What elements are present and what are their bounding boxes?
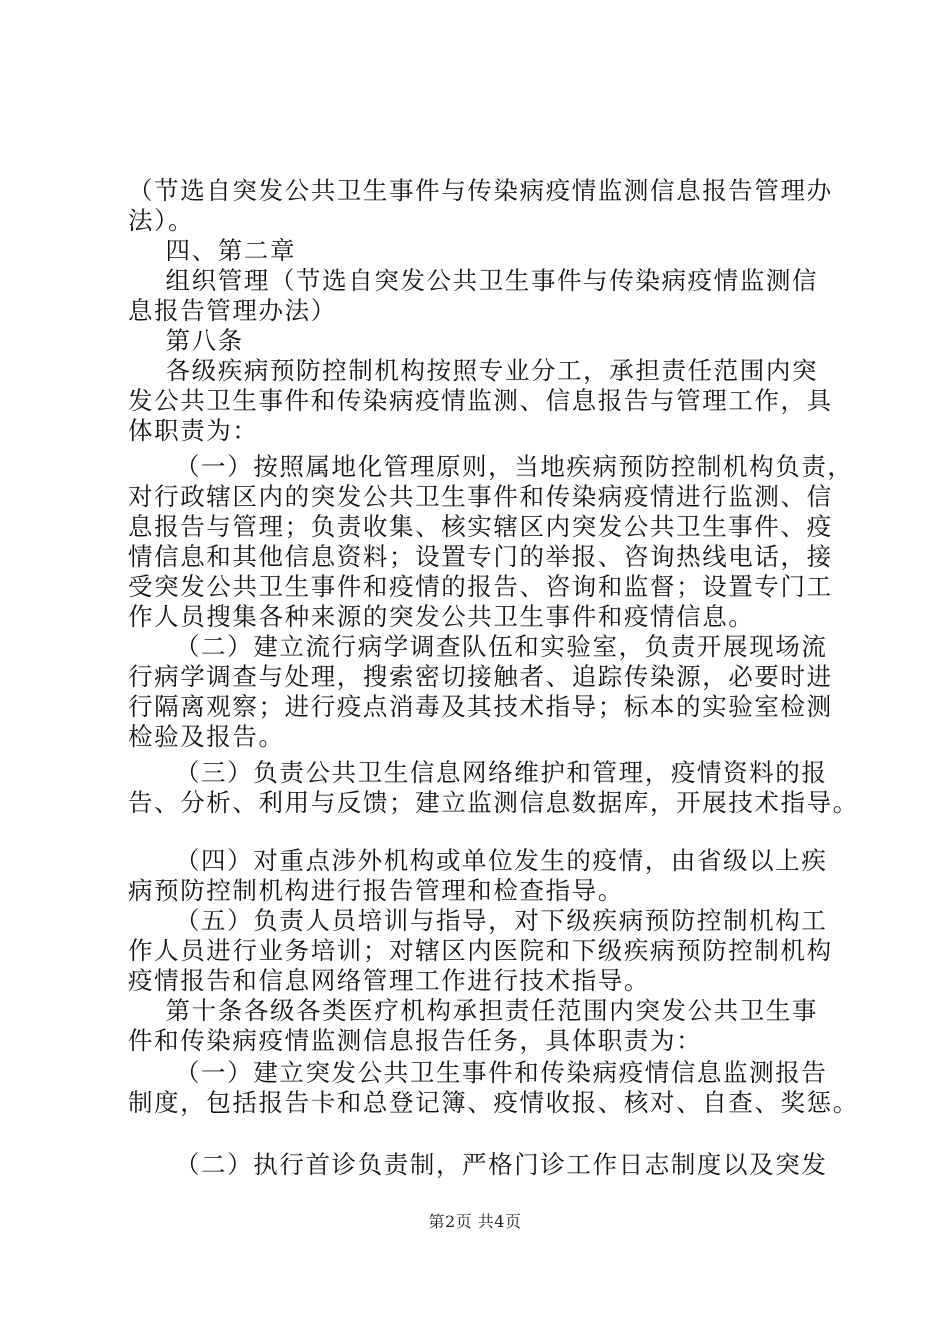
body-text-line: （五）负责人员培训与指导，对下级疾病预防控制机构工 — [128, 906, 828, 935]
body-text-line: 作人员进行业务培训；对辖区内医院和下级疾病预防控制机构 — [128, 936, 833, 965]
body-text-line: 检验及报告。 — [128, 722, 285, 751]
body-text-line: 制度，包括报告卡和总登记簿、疫情收报、核对、自查、奖惩。 — [128, 1088, 859, 1117]
body-text-line: 行病学调查与处理，搜索密切接触者、追踪传染源，必要时进 — [128, 662, 833, 691]
body-text-line: （四）对重点涉外机构或单位发生的疫情，由省级以上疾 — [128, 846, 828, 875]
body-text-line: 息报告管理办法） — [128, 296, 337, 325]
body-text-line: 作人员搜集各种来源的突发公共卫生事件和疫情信息。 — [128, 602, 755, 631]
body-text-line: 法）。 — [128, 206, 195, 235]
body-text-line: 情信息和其他信息资料；设置专门的举报、咨询热线电话，接 — [128, 542, 833, 571]
body-text-line: （二）建立流行病学调查队伍和实验室，负责开展现场流 — [128, 632, 828, 661]
section-heading: 四、第二章 — [128, 236, 297, 265]
body-text-line: 发公共卫生事件和传染病疫情监测、信息报告与管理工作，具 — [128, 386, 833, 415]
page-footer: 第2页 共4页 — [428, 1212, 522, 1231]
body-text-line: （一）按照属地化管理原则，当地疾病预防控制机构负责， — [128, 452, 854, 481]
body-text-line: 第十条各级各类医疗机构承担责任范围内突发公共卫生事 — [128, 996, 819, 1025]
body-text-line: 告、分析、利用与反馈；建立监测信息数据库，开展技术指导。 — [128, 788, 859, 817]
body-text-line: 息报告与管理；负责收集、核实辖区内突发公共卫生事件、疫 — [128, 512, 833, 541]
body-text-line: 受突发公共卫生事件和疫情的报告、咨询和监督；设置专门工 — [128, 572, 833, 601]
body-text-line: 对行政辖区内的突发公共卫生事件和传染病疫情进行监测、信 — [128, 482, 833, 511]
body-text-line: 疫情报告和信息网络管理工作进行技术指导。 — [128, 966, 650, 995]
body-text-line: （一）建立突发公共卫生事件和传染病疫情信息监测报告 — [128, 1058, 828, 1087]
article-heading: 第八条 — [128, 326, 244, 355]
body-text-line: 行隔离观察；进行疫点消毒及其技术指导；标本的实验室检测 — [128, 692, 833, 721]
body-text-line: （节选自突发公共卫生事件与传染病疫情监测信息报告管理办 — [128, 176, 833, 205]
body-text-line: 体职责为： — [128, 416, 259, 445]
body-text-line: （二）执行首诊负责制，严格门诊工作日志制度以及突发 — [128, 1150, 828, 1179]
body-text-line: 件和传染病疫情监测信息报告任务，具体职责为： — [128, 1026, 703, 1055]
body-text-line: 组织管理（节选自突发公共卫生事件与传染病疫情监测信 — [128, 266, 819, 295]
body-text-line: 病预防控制机构进行报告管理和检查指导。 — [128, 876, 624, 905]
body-text-line: 各级疾病预防控制机构按照专业分工，承担责任范围内突 — [128, 356, 819, 385]
body-text-line: （三）负责公共卫生信息网络维护和管理，疫情资料的报 — [128, 758, 828, 787]
